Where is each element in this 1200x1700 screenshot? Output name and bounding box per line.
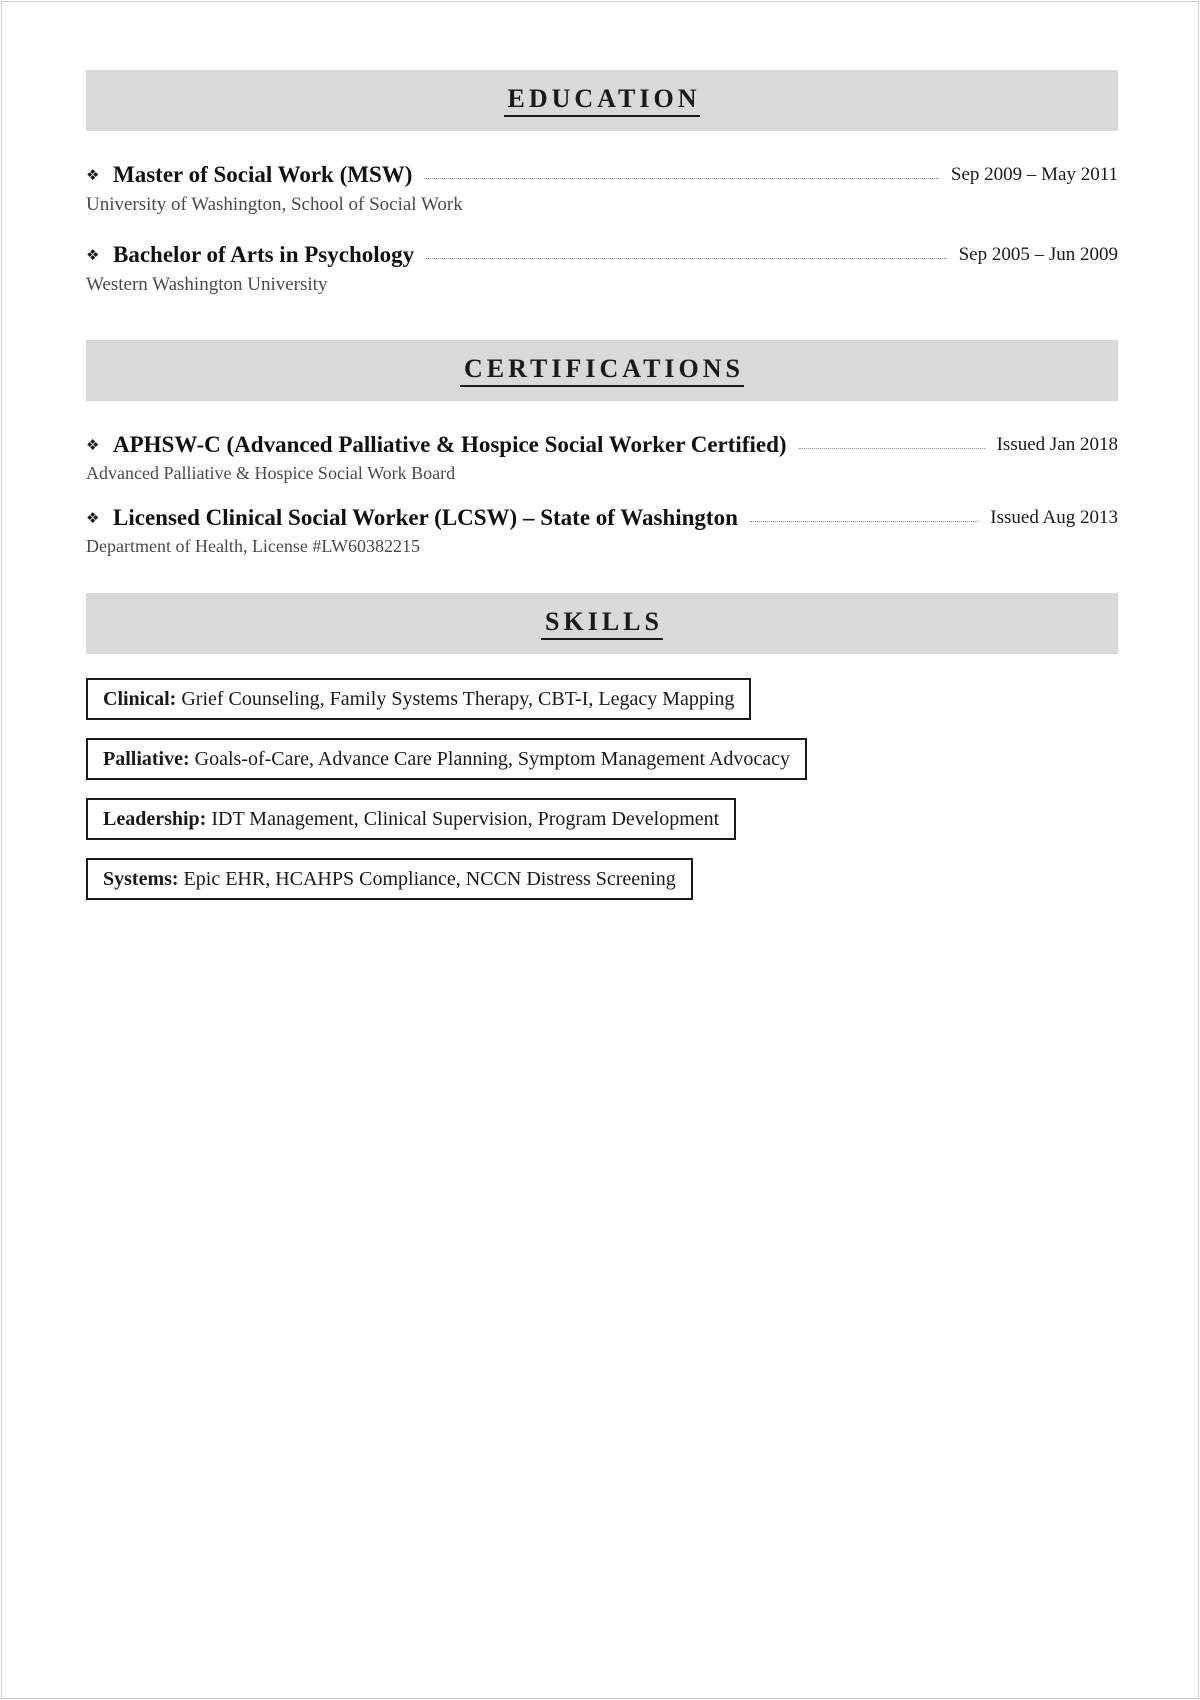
degree-title: Master of Social Work (MSW) (113, 162, 413, 187)
diamond-bullet-icon: ❖ (86, 245, 100, 264)
skills-title: SKILLS (541, 607, 663, 640)
dotted-leader (426, 258, 946, 259)
certification-issued: Issued Aug 2013 (990, 507, 1118, 528)
skill-label: Clinical: (103, 688, 177, 710)
education-entry (86, 238, 1118, 300)
certifications-title: CERTIFICATIONS (460, 354, 744, 387)
education-header (86, 70, 1118, 131)
certification-name: APHSW-C (Advanced Palliative & Hospice Social Worker Certified) (113, 432, 787, 457)
skill-box-leadership (86, 798, 736, 840)
certification-issuer: Advanced Palliative & Hospice Social Work Board (86, 463, 456, 483)
education-title: EDUCATION (504, 84, 701, 117)
degree-dates: Sep 2005 – Jun 2009 (958, 244, 1118, 265)
certification-issuer: Department of Health, License #LW60382215 (86, 536, 421, 556)
skills-header (86, 593, 1118, 654)
skill-text: Goals-of-Care, Advance Care Planning, Symptom Management Advocacy (189, 748, 791, 770)
skill-label: Leadership: (103, 808, 207, 830)
resume-content (86, 70, 1118, 918)
skill-text: IDT Management, Clinical Supervision, Program Development (206, 808, 720, 830)
skill-text: Epic EHR, HCAHPS Compliance, NCCN Distress Screening (178, 868, 676, 890)
skill-box-clinical (86, 678, 751, 720)
certifications-header (86, 340, 1118, 401)
certification-entry (86, 428, 1118, 501)
degree-title: Bachelor of Arts in Psychology (113, 242, 415, 267)
diamond-bullet-icon: ❖ (86, 508, 100, 527)
skill-label: Systems: (103, 868, 179, 890)
school-name: University of Washington, School of Social Work (86, 194, 463, 215)
dotted-leader (750, 521, 978, 522)
skill-box-systems (86, 858, 693, 900)
certifications-list (86, 401, 1118, 556)
certification-issued: Issued Jan 2018 (996, 434, 1118, 455)
skill-text: Grief Counseling, Family Systems Therapy, CBT-I, Legacy Mapping (176, 688, 735, 710)
diamond-bullet-icon: ❖ (86, 165, 100, 184)
skill-label: Palliative: (103, 748, 190, 770)
education-list (86, 131, 1118, 300)
dotted-leader (799, 448, 985, 449)
education-entry (86, 158, 1118, 238)
dotted-leader (424, 178, 938, 179)
resume-page (1, 1, 1199, 1699)
skill-box-palliative (86, 738, 807, 780)
diamond-bullet-icon: ❖ (86, 435, 100, 454)
certification-entry (86, 501, 1118, 556)
certification-name: Licensed Clinical Social Worker (LCSW) – State of Washington (113, 505, 738, 530)
school-name: Western Washington University (86, 274, 328, 295)
skills-list (86, 654, 1118, 918)
degree-dates: Sep 2009 – May 2011 (950, 164, 1118, 185)
